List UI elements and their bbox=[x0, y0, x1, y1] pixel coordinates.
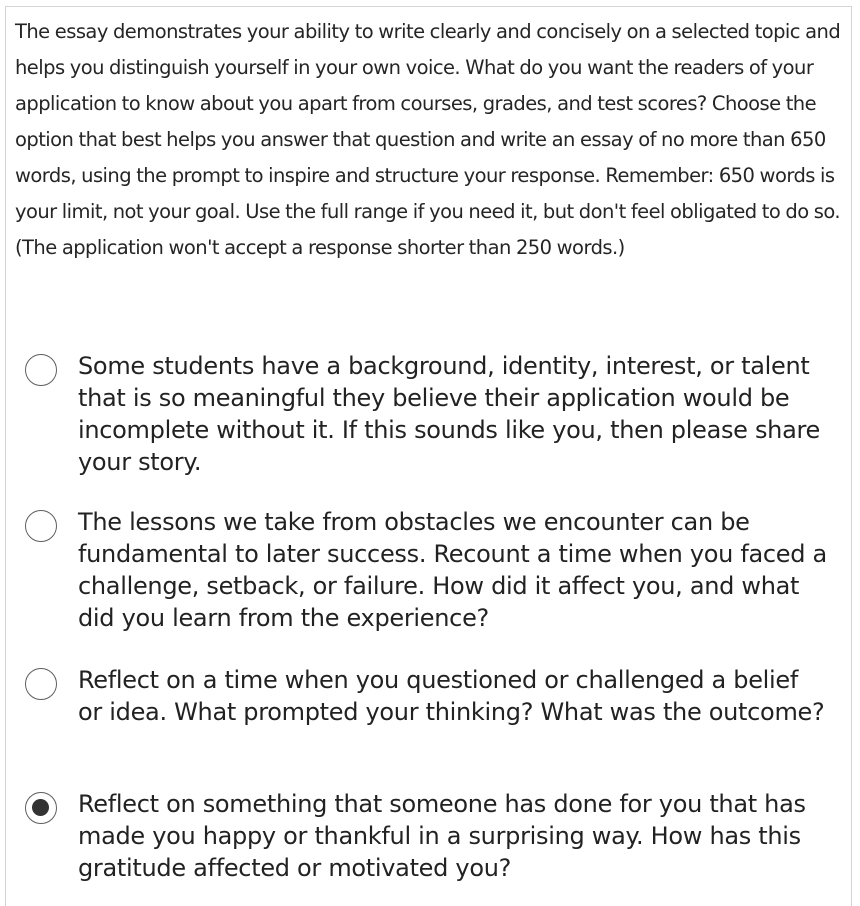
essay-option-1-label: Some students have a background, identity, interest, or talent that is so meaningful they believe their application would be incomplete without it. If this sounds like you, then please share your story. bbox=[78, 352, 821, 476]
essay-option-2-label: The lessons we take from obstacles we encounter can be fundamental to later success. Recount a time when you faced a challenge, setback, or failure. How did it affect you, and what did you learn from the experience? bbox=[78, 508, 827, 632]
essay-option-2[interactable] bbox=[25, 506, 828, 634]
essay-option-4-label: Reflect on something that someone has done for you that has made you happy or thankful in a surprising way. How has this gratitude affected or motivated you? bbox=[78, 790, 806, 882]
essay-instructions: The essay demonstrates your ability to write clearly and concisely on a selected topic and helps you distinguish yourself in your own voice. What do you want the readers of your application to know about you apart from courses, grades, and test scores? Choose the option that best helps you answer that question and write an essay of no more than 650 words, using the prompt to inspire and structure your response. Remember: 650 words is your limit, not your goal. Use the full range if you need it, but don't feel obligated to do so. (The application won't accept a response shorter than 250 words.) bbox=[15, 20, 841, 259]
radio-button-2[interactable] bbox=[25, 510, 57, 542]
radio-button-3[interactable] bbox=[25, 668, 57, 700]
radio-button-4[interactable] bbox=[25, 792, 57, 824]
essay-option-4[interactable] bbox=[25, 788, 828, 884]
essay-option-3-label: Reflect on a time when you questioned or challenged a belief or idea. What prompted your thinking? What was the outcome? bbox=[78, 666, 825, 726]
essay-option-1[interactable] bbox=[25, 350, 828, 478]
radio-button-1[interactable] bbox=[25, 354, 57, 386]
essay-option-3[interactable] bbox=[25, 664, 828, 728]
